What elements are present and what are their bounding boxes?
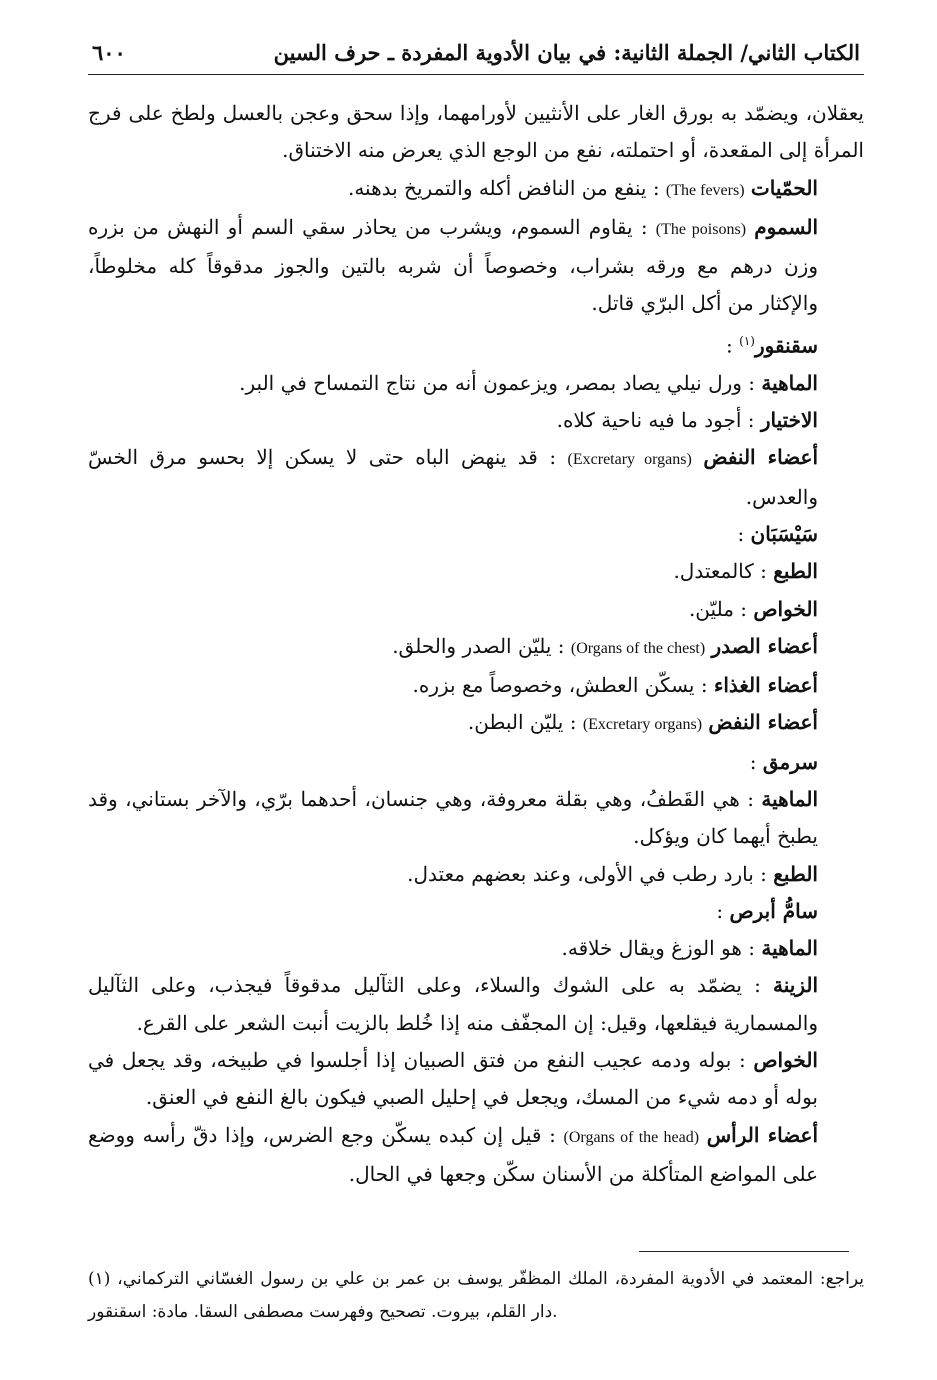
entry-term: الطبع: [773, 559, 818, 584]
entry-term: الزينة: [773, 973, 819, 998]
entry-term: الطبع: [773, 861, 818, 886]
paragraph-text: : ورل نيلي يصاد بمصر، ويزعمون أنه من نتاج التمساح في البر.: [239, 370, 756, 395]
body-text: [88, 95, 864, 1193]
footnote-item: [88, 1263, 864, 1329]
running-header: [88, 30, 864, 75]
entry-term: الماهية: [761, 370, 818, 395]
paragraph-text: : يسكّن العطش، وخصوصاً مع بزره.: [412, 673, 708, 698]
paragraph: [88, 439, 864, 516]
paragraph: [88, 95, 864, 170]
paragraph: [88, 323, 864, 365]
paragraph: [88, 744, 864, 781]
paragraph-text: : كالمعتدل.: [673, 559, 767, 584]
footnote-marker: (١): [88, 1269, 111, 1289]
entry-term: أعضاء النفض: [703, 445, 819, 470]
entry-term: سرمق: [762, 749, 818, 774]
paragraph: [88, 516, 864, 553]
chapter-title: الكتاب الثاني/ الجملة الثانية: في بيان الأدوية المفردة ـ حرف السين: [273, 39, 860, 65]
entry-term: سقنقور: [754, 333, 818, 358]
entry-term: أعضاء النفض: [708, 710, 818, 735]
paragraph: [88, 667, 864, 704]
paragraph-text: : يليّن البطن.: [467, 710, 577, 735]
english-gloss: (Organs of the head): [563, 1128, 700, 1146]
english-gloss: (The poisons): [655, 220, 747, 238]
paragraph: [88, 781, 864, 856]
paragraph-text: :: [737, 521, 745, 546]
entry-term: أعضاء الصدر: [711, 633, 818, 658]
book-page: [88, 30, 864, 1193]
entry-term: الخواص: [753, 1048, 818, 1073]
paragraph-text: :: [716, 898, 724, 923]
page-number: ٦٠٠: [92, 39, 126, 65]
paragraph-text: : هي القَطفُ، وهي بقلة معروفة، وهي جنسان، أحدهما برّي، والآخر بستاني، وقد يطبخ أيهما كان ويؤكل.: [88, 787, 818, 849]
english-gloss: (The fevers): [665, 181, 745, 199]
paragraph-text: : مليّن.: [688, 596, 747, 621]
entry-term: الماهية: [761, 936, 818, 961]
footnote-separator: [639, 1251, 849, 1252]
paragraph-text: : بارد رطب في الأولى، وعند بعضهم معتدل.: [407, 861, 767, 886]
entry-term: الاختيار: [760, 408, 818, 433]
paragraph-text: : يليّن الصدر والحلق.: [392, 633, 565, 658]
english-gloss: (Organs of the chest): [570, 639, 706, 657]
entry-term: الخواص: [753, 596, 818, 621]
entry-term: الحمّيات: [750, 175, 818, 200]
paragraph-text: : قيل إن كبده يسكّن وجع الضرس، وإذا دقّ رأسه ووضع على المواضع المتأكلة من الأسنان سكّن وجعها في الحال.: [88, 1122, 818, 1186]
paragraph: [88, 856, 864, 893]
footnotes: [88, 1263, 864, 1329]
paragraph-text: : أجود ما فيه ناحية كلاه.: [556, 408, 755, 433]
paragraph: [88, 967, 864, 1042]
paragraph: [88, 365, 864, 402]
paragraph: [88, 628, 864, 667]
paragraph-text: : يضمّد به على الشوك والسلاء، وعلى الثآليل مدقوقاً فيجذب، وعلى الثآليل والمسمارية فيقلعها، وقيل: إن المجفّف منه إذا خُلط بالزيت أنبت الشعر على القرع.: [88, 973, 818, 1035]
paragraph-text: :: [749, 749, 757, 774]
entry-term: سَيْسَبَان: [750, 521, 818, 546]
footnote-reference[interactable]: (١): [739, 333, 755, 348]
paragraph-text: : يقاوم السموم، ويشرب من يحاذر سقي السم أو النهش من بزره وزن درهم مع ورقه بشراب، وخصوصاً أن شربه بالتين والجوز مدقوقاً كله مخلوطاً، والإكثار من أكل البرّي قاتل.: [88, 214, 818, 316]
entry-term: الماهية: [761, 787, 819, 811]
paragraph: [88, 170, 864, 209]
paragraph: [88, 553, 864, 590]
paragraph: [88, 704, 864, 743]
paragraph: [88, 893, 864, 930]
paragraph: [88, 1042, 864, 1117]
paragraph-text: يعقلان، ويضمّد به بورق الغار على الأنثيين لأورامهما، وإذا سحق وعجن بالعسل ولطخ على فرج المرأة إلى المقعدة، أو احتملته، نفع من الوجع الذي يعرض منه الاختناق.: [88, 101, 864, 163]
paragraph: [88, 1117, 864, 1194]
entry-term: السموم: [754, 214, 819, 239]
footnote-text: يراجع: المعتمد في الأدوية المفردة، الملك المظفّر يوسف بن عمر بن علي بن رسول الغسّاني التركماني، دار القلم، بيروت. تصحيح وفهرست مصطفى السقا. مادة: اسقنقور.: [88, 1269, 865, 1322]
entry-term: أعضاء الغذاء: [713, 673, 818, 698]
paragraph: [88, 209, 864, 323]
paragraph-text: :: [726, 333, 733, 358]
entry-term: سامُّ أبرص: [729, 898, 818, 923]
paragraph-text: : بوله ودمه عجيب النفع من فتق الصبيان إذا أجلسوا في طبيخه، وقد يجعل في بوله أو دمه شيء من المسك، ويجعل في إحليل الصبي فيكون بالغ النفع في العنق.: [88, 1048, 818, 1110]
paragraph: [88, 402, 864, 439]
english-gloss: (Excretary organs): [567, 451, 692, 469]
paragraph-text: : هو الوزغ ويقال خلاقه.: [561, 936, 756, 961]
paragraph-text: : قد ينهض الباه حتى لا يسكن إلا بحسو مرق الخسّ والعدس.: [88, 445, 818, 509]
english-gloss: (Excretary organs): [582, 716, 703, 734]
paragraph: [88, 930, 864, 967]
paragraph-text: : ينفع من النافض أكله والتمريخ بدهنه.: [347, 175, 660, 200]
paragraph: [88, 591, 864, 628]
entry-term: أعضاء الرأس: [706, 1122, 819, 1147]
